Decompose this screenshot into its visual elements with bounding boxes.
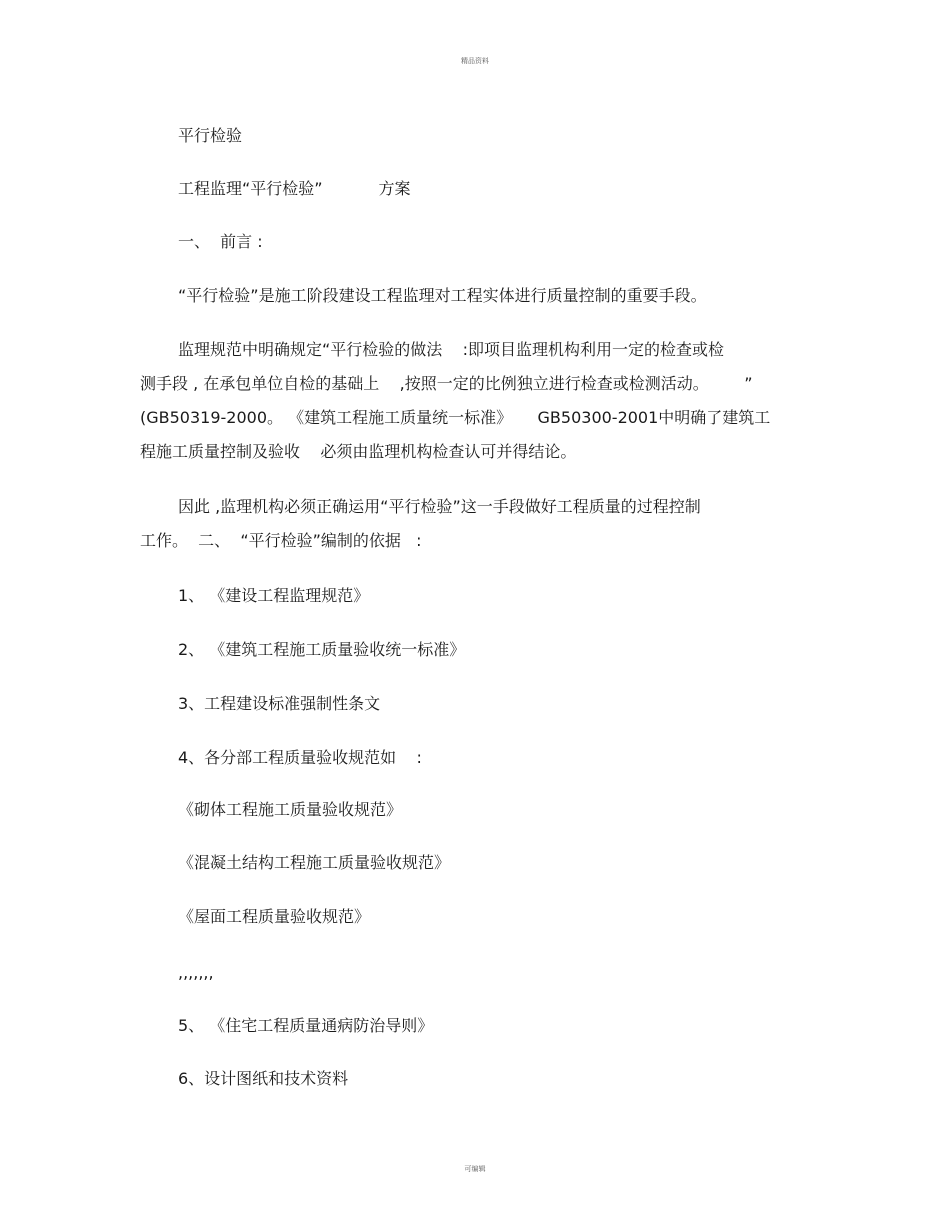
paragraph-2-line-1: 监理规范中明确规定“平行检验的做法 :即项目监理机构利用一定的检查或检 [178, 340, 725, 359]
paragraph-3-line-1: 因此 ,监理机构必须正确运用“平行检验”这一手段做好工程质量的过程控制 [178, 497, 701, 516]
list-item: 4、各分部工程质量验收规范如 : [178, 748, 422, 767]
doc-title: 平行检验 [178, 126, 243, 145]
header-note: 精品资料 [461, 57, 489, 65]
paragraph-2-line-3: (GB50319-2000。 《建筑工程施工质量统一标准》 GB50300-2001中明确了建筑工 [140, 408, 771, 427]
list-item: 《屋面工程质量验收规范》 [178, 907, 371, 926]
footer-note: 可编辑 [464, 1165, 486, 1173]
list-item: 《砌体工程施工质量验收规范》 [178, 800, 403, 819]
list-item: 《混凝土结构工程施工质量验收规范》 [178, 853, 451, 872]
list-item: 6、设计图纸和技术资料 [178, 1069, 349, 1088]
paragraph-3-line-2: 工作。 二、 “平行检验”编制的依据 : [140, 531, 422, 550]
list-item: 1、 《建设工程监理规范》 [178, 586, 370, 605]
paragraph-1: “平行检验”是施工阶段建设工程监理对工程实体进行质量控制的重要手段。 [178, 286, 707, 305]
doc-subtitle: 工程监理“平行检验” 方案 [178, 179, 411, 198]
section-heading-1: 一、 前言 : [178, 232, 263, 251]
list-item: 3、工程建设标准强制性条文 [178, 694, 381, 713]
paragraph-2-line-4: 程施工质量控制及验收 必须由监理机构检查认可并得结论。 [140, 442, 577, 461]
list-item: 2、 《建筑工程施工质量验收统一标准》 [178, 640, 466, 659]
list-item: 5、 《住宅工程质量通病防治导则》 [178, 1016, 434, 1035]
list-item: ,,,,,,, [178, 963, 214, 982]
paragraph-2-line-2: 测手段 , 在承包单位自检的基础上 ,按照一定的比例独立进行检查或检测活动。 ” [140, 374, 753, 393]
